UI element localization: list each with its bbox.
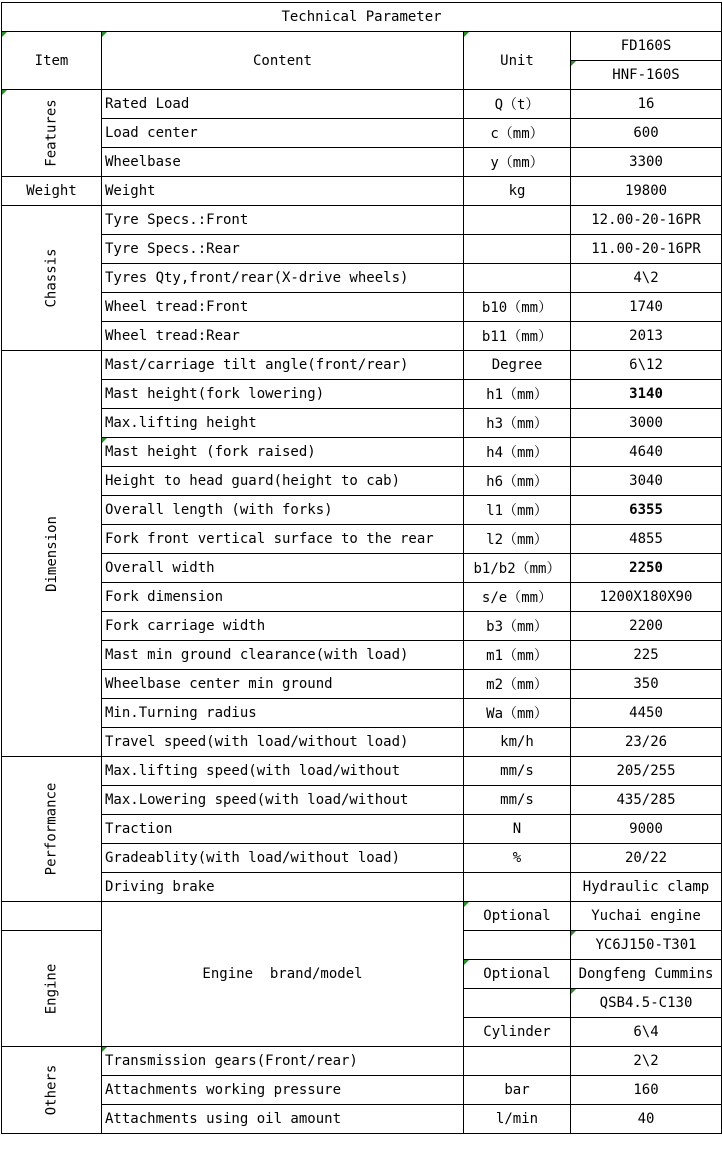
dimension-unit-11: m2（mm）: [464, 670, 571, 699]
group-features: [2, 90, 102, 177]
header-unit: Unit: [464, 32, 571, 90]
engine-value-3: QSB4.5-C130: [571, 989, 722, 1018]
dimension-unit-12: Wa（mm）: [464, 699, 571, 728]
features-unit-0: Q（t）: [464, 90, 571, 119]
dimension-unit-5: l1（mm）: [464, 496, 571, 525]
dimension-value-8: 1200X180X90: [571, 583, 722, 612]
header-model-b: HNF-160S: [571, 61, 722, 90]
chassis-unit-4: b11（mm）: [464, 322, 571, 351]
performance-value-2: 9000: [571, 815, 722, 844]
engine-value-1: YC6J150-T301: [571, 931, 722, 960]
dimension-unit-4: h6（mm）: [464, 467, 571, 496]
chassis-content-2: Tyres Qty,front/rear(X-drive wheels): [102, 264, 464, 293]
dimension-unit-7: b1/b2（mm）: [464, 554, 571, 583]
chassis-value-4: 2013: [571, 322, 722, 351]
engine-unit-0: Optional: [464, 902, 571, 931]
features-value-2: 3300: [571, 148, 722, 177]
weight-unit: kg: [464, 177, 571, 206]
chassis-content-3: Wheel tread:Front: [102, 293, 464, 322]
dimension-unit-0: Degree: [464, 351, 571, 380]
dimension-unit-10: m1（mm）: [464, 641, 571, 670]
weight-content: Weight: [102, 177, 464, 206]
group-others: [2, 1047, 102, 1134]
group-performance-label: Performance: [43, 782, 60, 876]
dimension-content-12: Min.Turning radius: [102, 699, 464, 728]
engine-unit-4: Cylinder: [464, 1018, 571, 1047]
features-content-0: Rated Load: [102, 90, 464, 119]
features-content-2: Wheelbase: [102, 148, 464, 177]
dimension-content-9: Fork carriage width: [102, 612, 464, 641]
group-dimension-label: Dimension: [43, 515, 60, 592]
group-features-label: Features: [43, 99, 60, 167]
dimension-content-5: Overall length (with forks): [102, 496, 464, 525]
dimension-value-6: 4855: [571, 525, 722, 554]
chassis-unit-2: [464, 264, 571, 293]
group-performance: [2, 757, 102, 902]
dimension-unit-2: h3（mm）: [464, 409, 571, 438]
group-engine-label: Engine: [43, 963, 60, 1014]
technical-parameter-table: [1, 2, 722, 1134]
dimension-value-3: 4640: [571, 438, 722, 467]
dimension-content-6: Fork front vertical surface to the rear: [102, 525, 464, 554]
dimension-content-0: Mast/carriage tilt angle(front/rear): [102, 351, 464, 380]
performance-content-3: Gradeablity(with load/without load): [102, 844, 464, 873]
group-engine: [2, 931, 102, 1047]
performance-unit-2: N: [464, 815, 571, 844]
performance-unit-4: [464, 873, 571, 902]
dimension-unit-1: h1（mm）: [464, 380, 571, 409]
header-item: Item: [2, 32, 102, 90]
chassis-content-1: Tyre Specs.:Rear: [102, 235, 464, 264]
chassis-unit-0: [464, 206, 571, 235]
engine-blank-group-cell: [2, 902, 102, 931]
others-content-2: Attachments using oil amount: [102, 1105, 464, 1134]
performance-value-3: 20/22: [571, 844, 722, 873]
others-unit-0: [464, 1047, 571, 1076]
engine-content: Engine brand/model: [102, 902, 464, 1047]
others-unit-2: l/min: [464, 1105, 571, 1134]
engine-value-0: Yuchai engine: [571, 902, 722, 931]
engine-unit-1: [464, 931, 571, 960]
group-others-label: Others: [43, 1064, 60, 1116]
dimension-unit-3: h4（mm）: [464, 438, 571, 467]
performance-content-2: Traction: [102, 815, 464, 844]
chassis-value-1: 11.00-20-16PR: [571, 235, 722, 264]
engine-value-4: 6\4: [571, 1018, 722, 1047]
engine-unit-2: Optional: [464, 960, 571, 989]
performance-value-1: 435/285: [571, 786, 722, 815]
others-unit-1: bar: [464, 1076, 571, 1105]
dimension-content-3: Mast height (fork raised): [102, 438, 464, 467]
performance-content-0: Max.lifting speed(with load/without: [102, 757, 464, 786]
dimension-content-7: Overall width: [102, 554, 464, 583]
features-unit-2: y（mm）: [464, 148, 571, 177]
dimension-value-10: 225: [571, 641, 722, 670]
dimension-value-7: 2250: [571, 554, 722, 583]
others-value-1: 160: [571, 1076, 722, 1105]
dimension-value-1: 3140: [571, 380, 722, 409]
dimension-content-11: Wheelbase center min ground: [102, 670, 464, 699]
group-dimension: [2, 351, 102, 757]
dimension-value-12: 4450: [571, 699, 722, 728]
chassis-content-4: Wheel tread:Rear: [102, 322, 464, 351]
weight-value: 19800: [571, 177, 722, 206]
features-value-0: 16: [571, 90, 722, 119]
group-weight: Weight: [2, 177, 102, 206]
features-unit-1: c（mm）: [464, 119, 571, 148]
chassis-content-0: Tyre Specs.:Front: [102, 206, 464, 235]
performance-unit-3: %: [464, 844, 571, 873]
dimension-unit-9: b3（mm）: [464, 612, 571, 641]
dimension-value-4: 3040: [571, 467, 722, 496]
header-content: Content: [102, 32, 464, 90]
dimension-value-11: 350: [571, 670, 722, 699]
header-model-a: FD160S: [571, 32, 722, 61]
dimension-unit-13: km/h: [464, 728, 571, 757]
performance-unit-1: mm/s: [464, 786, 571, 815]
dimension-content-10: Mast min ground clearance(with load): [102, 641, 464, 670]
features-content-1: Load center: [102, 119, 464, 148]
others-value-0: 2\2: [571, 1047, 722, 1076]
chassis-value-0: 12.00-20-16PR: [571, 206, 722, 235]
dimension-unit-8: s/e（mm）: [464, 583, 571, 612]
group-chassis-label: Chassis: [43, 248, 60, 308]
performance-content-4: Driving brake: [102, 873, 464, 902]
engine-value-2: Dongfeng Cummins: [571, 960, 722, 989]
performance-value-0: 205/255: [571, 757, 722, 786]
chassis-unit-1: [464, 235, 571, 264]
dimension-value-13: 23/26: [571, 728, 722, 757]
dimension-content-13: Travel speed(with load/without load): [102, 728, 464, 757]
others-content-0: Transmission gears(Front/rear): [102, 1047, 464, 1076]
others-content-1: Attachments working pressure: [102, 1076, 464, 1105]
dimension-value-9: 2200: [571, 612, 722, 641]
chassis-value-2: 4\2: [571, 264, 722, 293]
group-chassis: [2, 206, 102, 351]
dimension-unit-6: l2（mm）: [464, 525, 571, 554]
others-value-2: 40: [571, 1105, 722, 1134]
dimension-value-5: 6355: [571, 496, 722, 525]
engine-unit-3: [464, 989, 571, 1018]
dimension-content-2: Max.lifting height: [102, 409, 464, 438]
dimension-content-8: Fork dimension: [102, 583, 464, 612]
dimension-content-1: Mast height(fork lowering): [102, 380, 464, 409]
performance-content-1: Max.Lowering speed(with load/without: [102, 786, 464, 815]
dimension-value-0: 6\12: [571, 351, 722, 380]
dimension-content-4: Height to head guard(height to cab): [102, 467, 464, 496]
performance-value-4: Hydraulic clamp: [571, 873, 722, 902]
table-title: Technical Parameter: [2, 3, 722, 32]
features-value-1: 600: [571, 119, 722, 148]
dimension-value-2: 3000: [571, 409, 722, 438]
performance-unit-0: mm/s: [464, 757, 571, 786]
chassis-value-3: 1740: [571, 293, 722, 322]
chassis-unit-3: b10（mm）: [464, 293, 571, 322]
